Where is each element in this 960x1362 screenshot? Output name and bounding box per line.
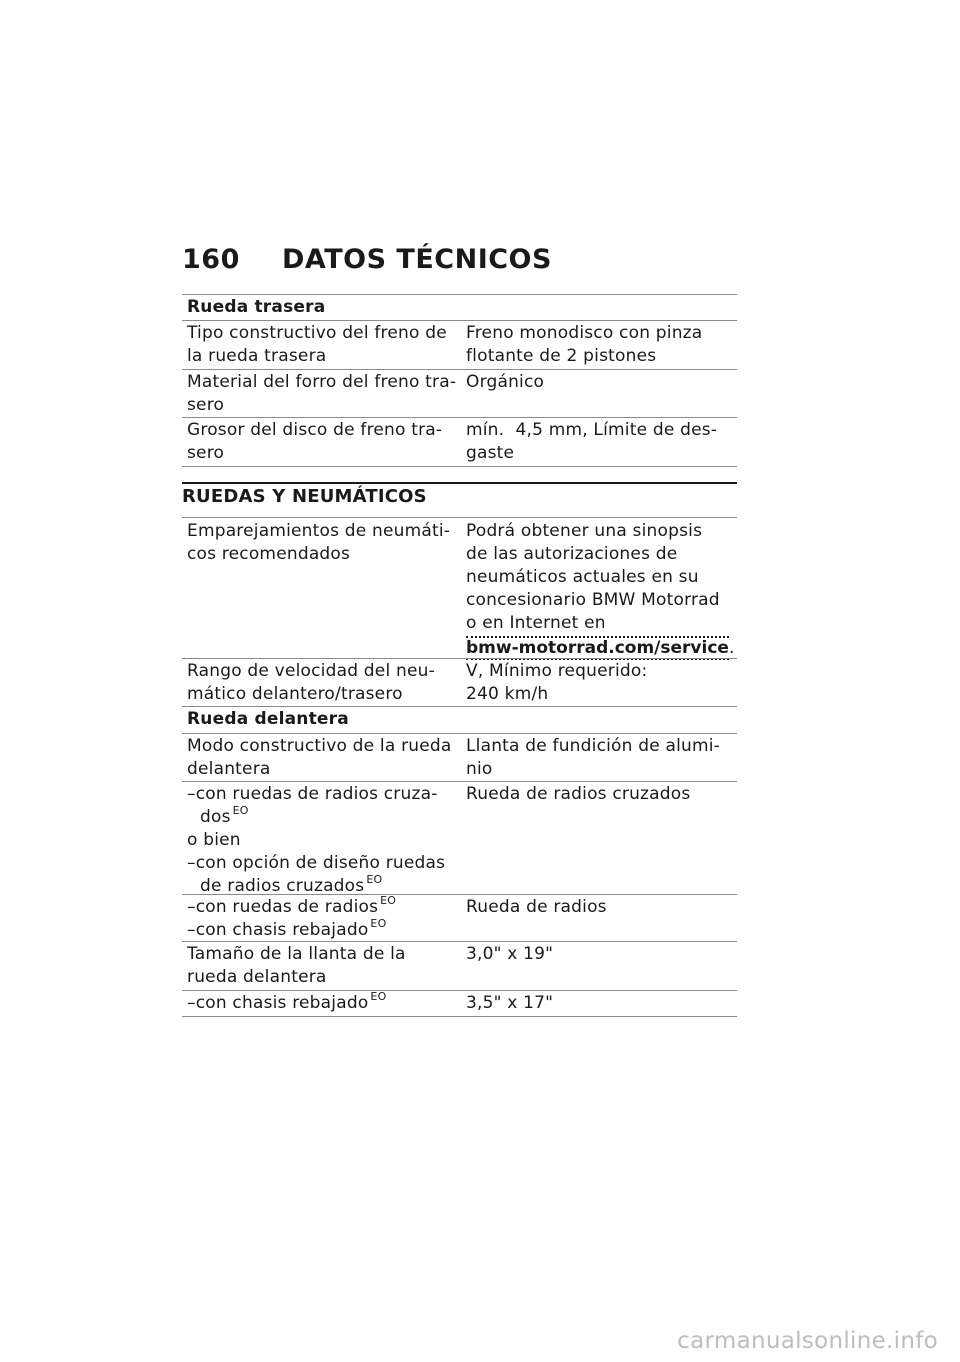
speed-rating-value: V, Mínimo requerido: 240 km/h [466,661,648,704]
service-link[interactable]: bmw-motorrad.com/service [466,638,729,658]
page-number: 160 [182,244,240,275]
divider [182,894,737,895]
cross-spoke-label: –con ruedas de radios cruza- dos $^{EO}$ o bien –con opción de diseño ruedas de radios cruzados $^{EO}$ [187,784,446,896]
rear-brake-lining-label: Material del forro del freno tra- sero [187,372,457,415]
rim-size-value: 3,0" x 19" [466,944,554,964]
divider [182,781,737,782]
divider [182,733,737,734]
tire-pairing-label: Emparejamientos de neumáti- cos recomendados [187,521,451,564]
table-bottom-rule [182,466,737,467]
cross-spoke-value: Rueda de radios cruzados [466,784,691,804]
front-wheel-design-label: Modo constructivo de la rueda delantera [187,736,452,779]
divider [182,417,737,418]
front-wheel-design-value: Llanta de fundición de alumi- nio [466,736,721,779]
divider [182,941,737,942]
watermark: carmanualsonline.info [677,1328,938,1354]
page-header [182,244,552,275]
eo-mark: EO [366,873,383,886]
front-wheel-heading: Rueda delantera [187,709,349,729]
divider [182,369,737,370]
table-bottom-rule [182,1016,737,1017]
table-top-rule [182,517,737,518]
spoke-wheel-label: –con ruedas de radios $^{EO}$ –con chasis rebajado $^{EO}$ [187,894,397,940]
eo-mark: EO [370,990,387,1003]
rear-disc-thickness-value: mín. 4,5 mm, Límite de des- gaste [466,420,718,463]
divider [182,706,737,707]
rim-size-label: Tamaño de la llanta de la rueda delantera [187,944,406,987]
rear-wheel-heading: Rueda trasera [187,297,326,317]
eo-mark: EO [380,894,397,907]
spoke-wheel-value: Rueda de radios [466,897,607,917]
tire-pairing-value: Podrá obtener una sinopsis de las autorizaciones de neumáticos actuales en su concesionario BMW Motorrad o en Internet en [466,521,720,633]
speed-rating-label: Rango de velocidad del neu- mático delantero/trasero [187,661,435,704]
rear-brake-type-label: Tipo constructivo del freno de la rueda trasera [187,323,447,366]
section-title: RUEDAS Y NEUMÁTICOS [182,486,427,507]
page-title: DATOS TÉCNICOS [282,244,552,275]
rim-size-lowered-label: –con chasis rebajado $^{EO}$ [187,990,387,1013]
rear-disc-thickness-label: Grosor del disco de freno tra- sero [187,420,443,463]
service-link-line: bmw-motorrad.com/service. [466,638,735,658]
table-top-rule [182,294,737,295]
section-rule [182,482,737,484]
divider [182,990,737,991]
eo-mark: EO [232,804,249,817]
divider [182,320,737,321]
eo-mark: EO [370,917,387,930]
rim-size-lowered-value: 3,5" x 17" [466,993,554,1013]
rear-brake-lining-value: Orgánico [466,372,545,392]
divider [182,658,737,659]
rear-brake-type-value: Freno monodisco con pinza flotante de 2 pistones [466,323,703,366]
